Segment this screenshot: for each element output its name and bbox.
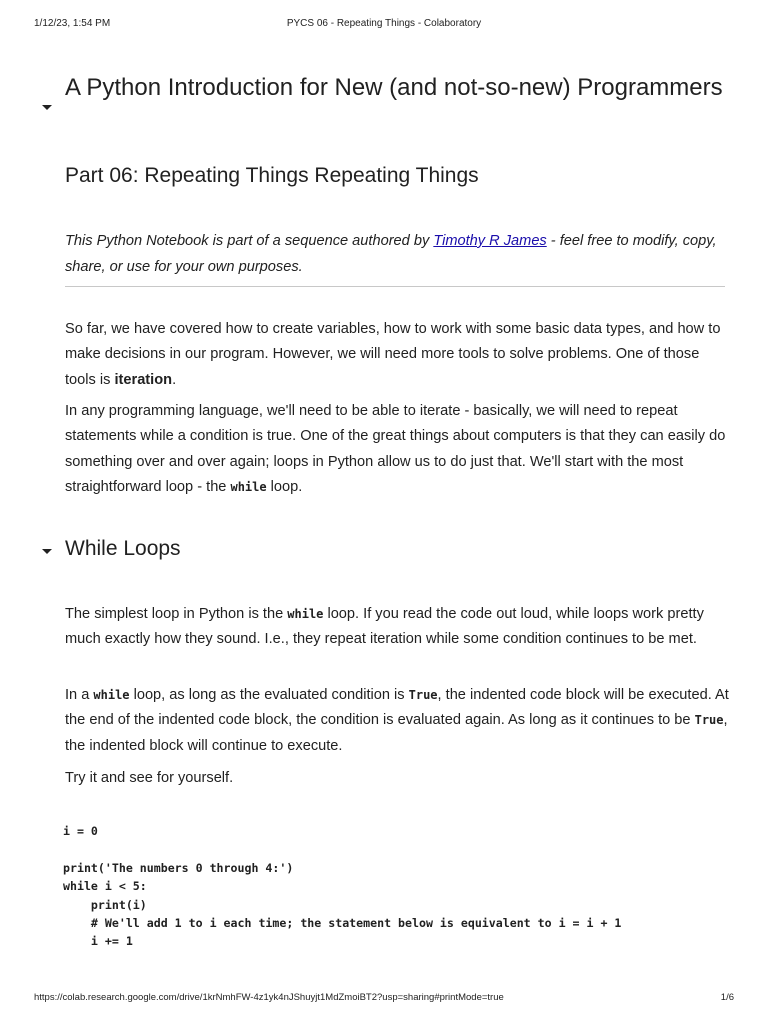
horizontal-rule — [65, 286, 725, 287]
intro-paragraph-2: In any programming language, we'll need to be able to iterate - basically, we will need to repeat statements while a condition is true. One of the great things about computers is that they can easily do something over and over again; loops in Python allow us to do just that. We'll start with the most straightforward loop - the while loop. — [65, 403, 726, 495]
author-link[interactable]: Timothy R James — [433, 233, 547, 249]
while-paragraph-3: Try it and see for yourself. — [65, 770, 234, 786]
collapse-section-arrow-icon[interactable] — [42, 105, 52, 110]
collapse-section-arrow-icon[interactable] — [42, 549, 52, 554]
inline-code: True — [694, 713, 724, 728]
inline-code: True — [408, 688, 438, 702]
intro-paragraph-1: So far, we have covered how to create variables, how to work with some basic data types, and how to make decisions in our program. However, we will need more tools to solve problems. One of those tools is iteration. — [65, 321, 721, 388]
while-loops-heading: While Loops — [65, 537, 181, 560]
print-url: https://colab.research.google.com/drive/1krNmhFW-4z1yk4nJShuyjt1MdZmoiBT2?usp=sharing#printMode=true — [34, 992, 504, 1003]
inline-code: while — [230, 479, 267, 494]
print-datetime: 1/12/23, 1:54 PM — [34, 18, 111, 29]
iteration-term: iteration — [114, 371, 173, 388]
inline-code: while — [287, 607, 324, 621]
print-document-title: PYCS 06 - Repeating Things - Colaboratory — [286, 18, 482, 29]
print-header — [34, 18, 734, 32]
page-indicator: 1/6 — [720, 992, 734, 1003]
while-paragraph-1: The simplest loop in Python is the while loop. If you read the code out loud, while loops work pretty much exactly how they sound. I.e., they repeat iteration while some condition continues to be met. — [65, 606, 704, 648]
while-paragraph-2: In a while loop, as long as the evaluated condition is True, the indented code block will be executed. At the end of the indented code block, the condition is evaluated again. As long as it continues to be True, the indented block will continue to execute. — [65, 687, 729, 754]
author-byline: This Python Notebook is part of a sequence authored by Timothy R James - feel free to modify, copy, share, or use for your own purposes. — [65, 233, 717, 275]
print-footer — [34, 992, 734, 1006]
code-cell[interactable]: i = 0 print('The numbers 0 through 4:') while i < 5: print(i) # We'll add 1 to i each time; the statement below is equivalent to i = i + 1 i += 1 — [63, 824, 622, 949]
part-heading: Part 06: Repeating Things Repeating Things — [65, 164, 479, 187]
notebook-title: A Python Introduction for New (and not-so-new) Programmers — [65, 74, 723, 101]
inline-code: while — [93, 688, 130, 702]
